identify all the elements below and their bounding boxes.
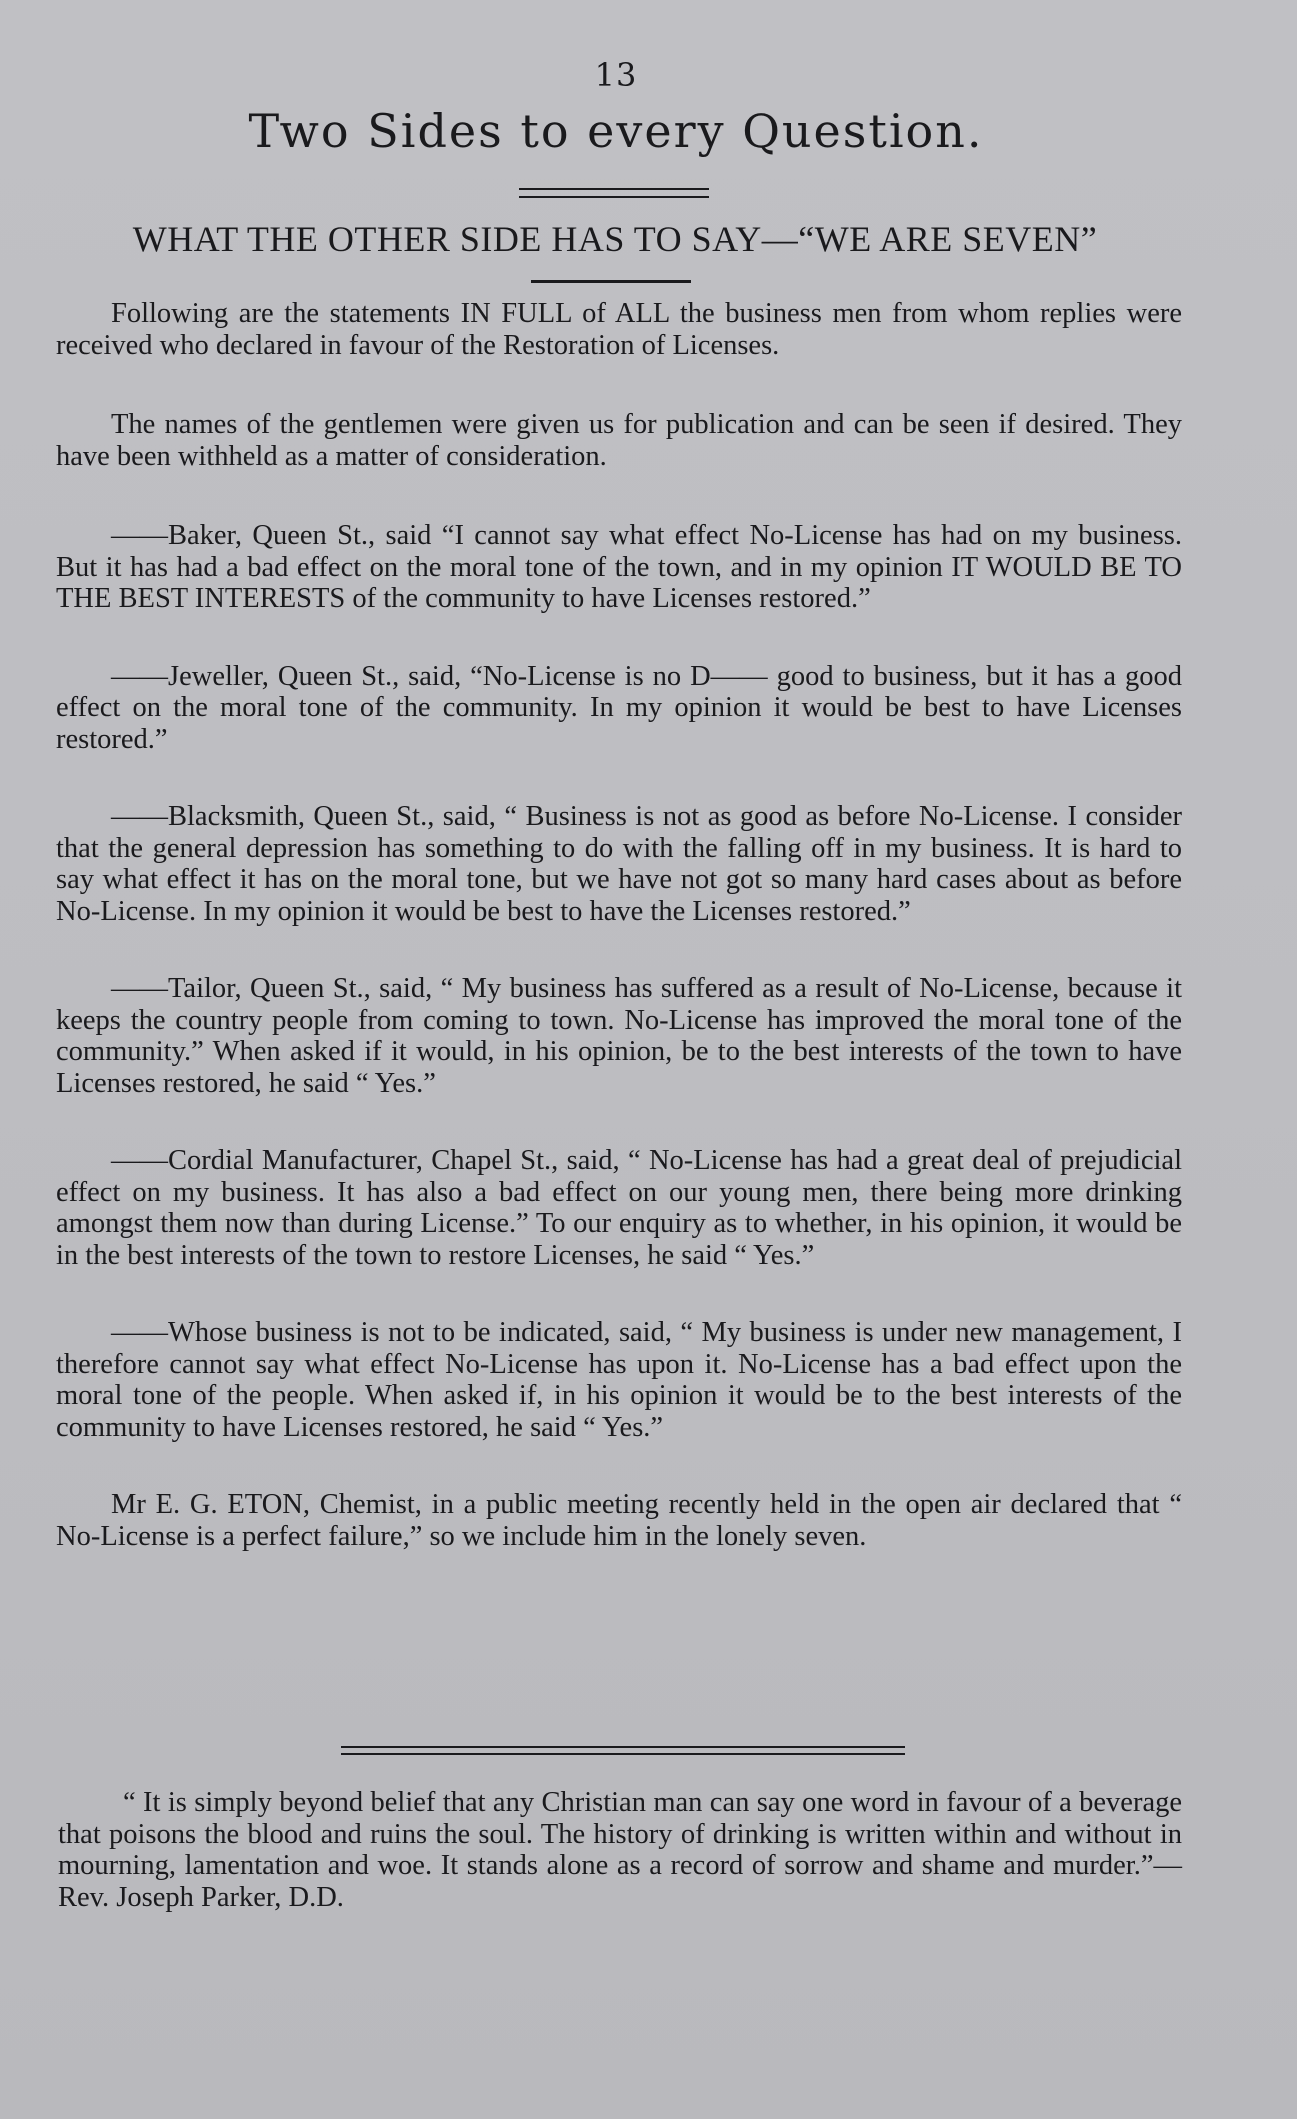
statement-chemist: Mr E. G. ETON, Chemist, in a public meeting recently held in the open air declared that “ No-License is a perfect failure,” so we include him in the lonely seven. — [56, 1489, 1182, 1552]
title-double-rule — [519, 188, 709, 198]
article-body — [56, 298, 1182, 1552]
statement-cordial-manufacturer: ——Cordial Manufacturer, Chapel St., said, “ No-License has had a great deal of prejudicial effect on my business. It has also a bad effect on our young men, there being more drinking amongst them now than during License.” To our enquiry as to whether, in his opinion, it would be in the best interests of the town to restore Licenses, he said “ Yes.” — [56, 1145, 1182, 1271]
page-number: 13 — [594, 56, 638, 94]
statement-baker: ——Baker, Queen St., said “I cannot say what effect No-License has had on my business. But it has had a bad effect on the moral tone of the town, and in my opinion IT WOULD BE TO THE BEST INTERESTS of the community to have Licenses restored.” — [56, 520, 1182, 614]
intro-paragraph: Following are the statements IN FULL of ALL the business men from whom replies were received who declared in favour of the Restoration of Licenses. — [56, 298, 1182, 361]
section-double-rule — [341, 1746, 905, 1755]
statement-blacksmith: ——Blacksmith, Queen St., said, “ Business is not as good as before No-License. I consider that the general depression has something to do with the falling off in my business. It is hard to say what effect it has on the moral tone, but we have not got so many hard cases about as before No-License. In my opinion it would be best to have the Licenses restored.” — [56, 801, 1182, 927]
names-withheld-paragraph: The names of the gentlemen were given us for publication and can be seen if desired. They have been withheld as a matter of consideration. — [56, 409, 1182, 472]
statement-tailor: ——Tailor, Queen St., said, “ My business has suffered as a result of No-License, because it keeps the country people from coming to town. No-License has improved the moral tone of the community.” When asked if it would, in his opinion, be to the best interests of the town to have Licenses restored, he said “ Yes.” — [56, 973, 1182, 1099]
closing-quote: “ It is simply beyond belief that any Christian man can say one word in favour of a beverage that poisons the blood and ruins the soul. The history of drinking is written within and without in mourning, lamentation and woe. It stands alone as a record of sorrow and shame and murder.”—Rev. Joseph Parker, D.D. — [58, 1787, 1182, 1913]
heading-rule — [531, 280, 691, 283]
statement-unnamed-business: ——Whose business is not to be indicated, said, “ My business is under new management, I therefore cannot say what effect No-License has upon it. No-License has a bad effect upon the moral tone of the people. When asked if, in his opinion it would be to the best interests of the community to have Licenses restored, he said “ Yes.” — [56, 1317, 1182, 1443]
section-heading: WHAT THE OTHER SIDE HAS TO SAY—“WE ARE SEVEN” — [132, 219, 1098, 259]
page-title: Two Sides to every Question. — [248, 104, 984, 158]
statement-jeweller: ——Jeweller, Queen St., said, “No-License is no D—— good to business, but it has a good effect on the moral tone of the community. In my opinion it would be best to have Licenses restored.” — [56, 660, 1182, 755]
